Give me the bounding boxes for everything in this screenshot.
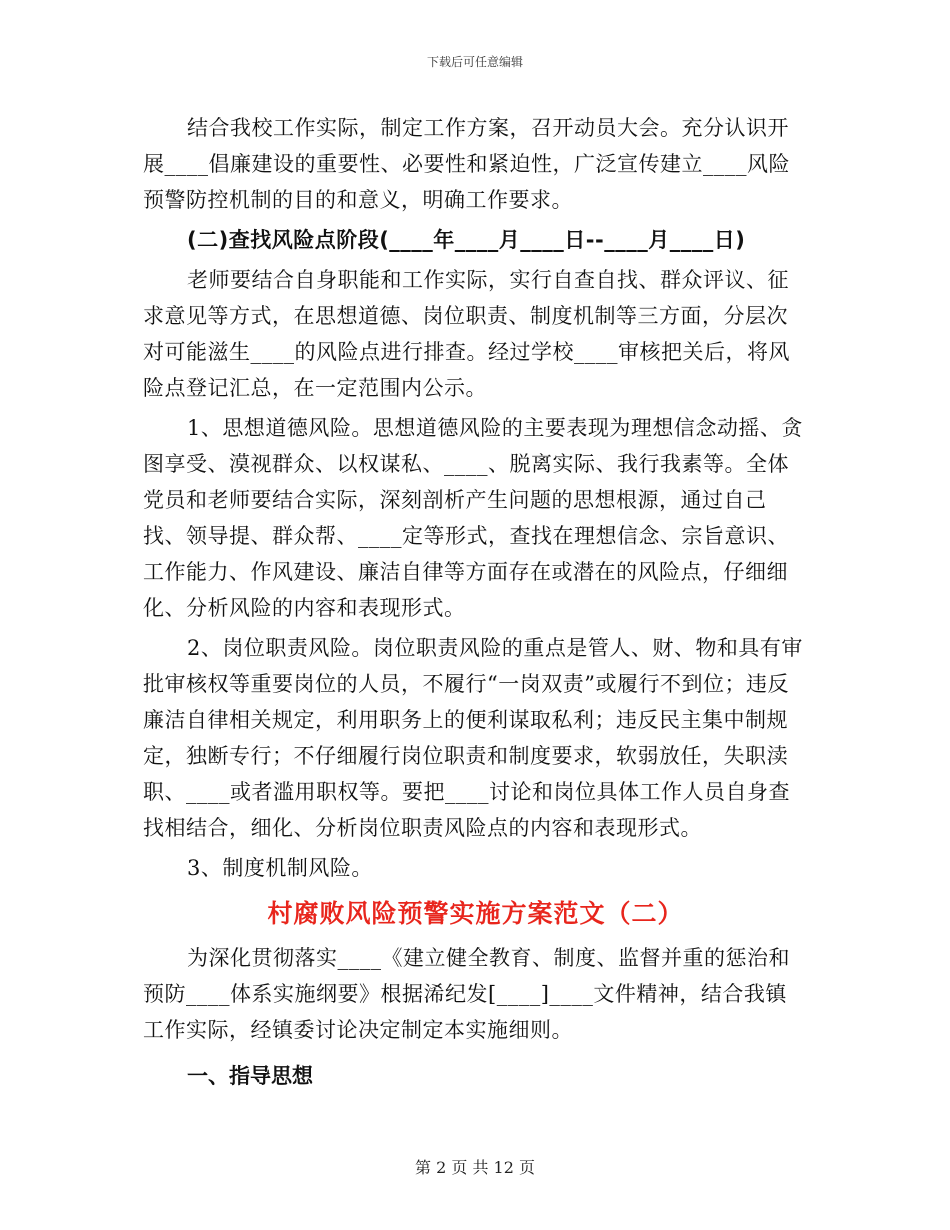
heading-guiding-thought: 一、指导思想 [187, 1064, 313, 1088]
paragraph-mobilization: 结合我校工作实际，制定工作方案，召开动员大会。充分认识开展____倡廉建设的重要性、必要性和紧迫性，广泛宣传建立____风险预警防控机制的目的和意义，明确工作要求。 [143, 116, 790, 212]
page-number: 第 2 页 共 12 页 [415, 1158, 535, 1177]
stage-heading-risk-search: (二)查找风险点阶段(____年____月____日--____月____日) [187, 228, 746, 252]
header-note: 下载后可任意编辑 [426, 55, 523, 69]
paragraph-intro: 为深化贯彻落实____《建立健全教育、制度、监督并重的惩治和预防____体系实施纲要》根据浠纪发[____]____文件精神，结合我镇工作实际，经镇委讨论决定制定本实施细则。 [143, 946, 790, 1042]
list-item-moral-risk: 1、思想道德风险。思想道德风险的主要表现为理想信念动摇、贪图享受、漠视群众、以权谋私、____、脱离实际、我行我素等。全体党员和老师要结合实际，深刻剖析产生问题的思想根源，通过自己找、领导提、群众帮、____定等形式，查找在理想信念、宗旨意识、工作能力、作风建设、廉洁自律等方面存在或潜在的风险点，仔细细化、分析风险的内容和表现形式。 [143, 416, 803, 620]
document-body [143, 110, 808, 1094]
paragraph-risk-search: 老师要结合自身职能和工作实际，实行自查自找、群众评议、征求意见等方式，在思想道德、岗位职责、制度机制等三方面，分层次对可能滋生____的风险点进行排查。经过学校____审核把关后，将风险点登记汇总，在一定范围内公示。 [143, 268, 790, 400]
list-item-duty-risk: 2、岗位职责风险。岗位职责风险的重点是管人、财、物和具有审批审核权等重要岗位的人员，不履行“一岗双责”或履行不到位；违反廉洁自律相关规定，利用职务上的便利谋取私利；违反民主集中制规定，独断专行；不仔细履行岗位职责和制度要求，软弱放任，失职渎职、____或者滥用职权等。要把____讨论和岗位具体工作人员自身查找相结合，细化、分析岗位职责风险点的内容和表现形式。 [143, 636, 803, 840]
list-item-system-risk: 3、制度机制风险。 [187, 856, 373, 880]
section-title: 村腐败风险预警实施方案范文（二） [267, 899, 684, 928]
